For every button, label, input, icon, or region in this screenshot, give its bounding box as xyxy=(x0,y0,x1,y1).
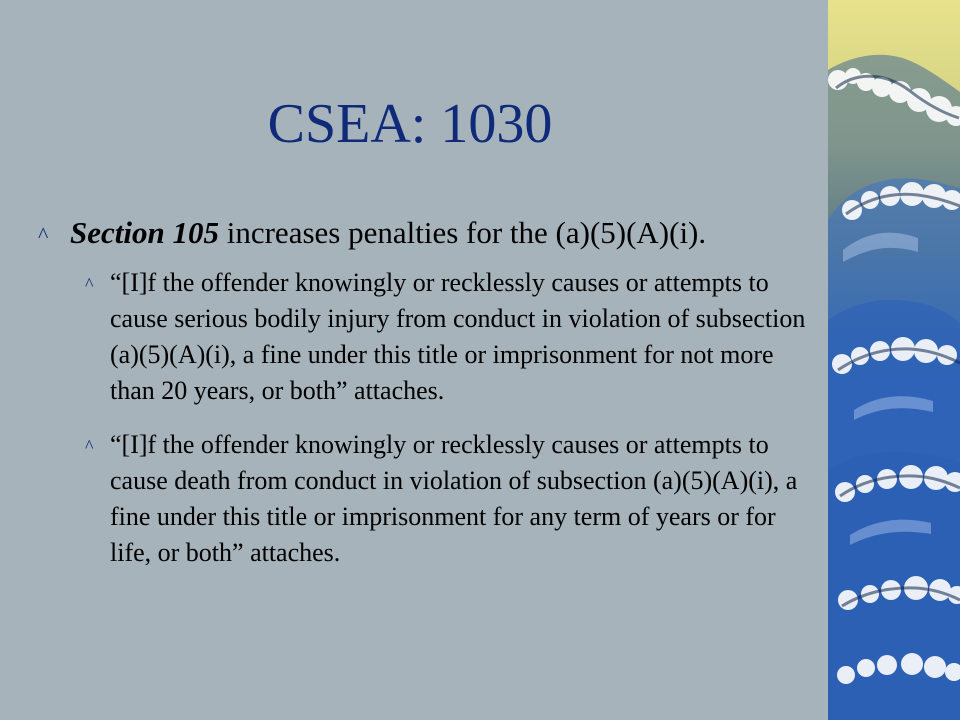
bullet-section-105 xyxy=(38,215,818,251)
bullet-caret-icon: ^ xyxy=(38,222,49,247)
slide-body xyxy=(38,215,818,571)
sub-bullet-death xyxy=(38,427,818,571)
sub-bullet-caret-icon: ^ xyxy=(85,274,94,294)
wave-illustration-icon xyxy=(828,0,960,720)
bullet-emphasis: Section 105 xyxy=(70,215,219,250)
slide-title: CSEA: 1030 xyxy=(267,93,553,155)
bullet-text: increases penalties for the (a)(5)(A)(i). xyxy=(218,215,707,250)
sub-bullet-injury xyxy=(38,265,818,409)
sub-bullet-text: “[I]f the offender knowingly or recklessly causes or attempts to cause death from conduct in violation of subsection (a)(5)(A)(i), a fine under this title or imprisonment for any term of years or for life, or both” attaches. xyxy=(110,430,798,567)
sub-bullet-text: “[I]f the offender knowingly or recklessly causes or attempts to cause serious bodily injury from conduct in violation of subsection (a)(5)(A)(i), a fine under this title or imprisonment for not more than 20 years, or both” attaches. xyxy=(110,268,806,405)
sub-bullet-caret-icon: ^ xyxy=(85,436,94,456)
